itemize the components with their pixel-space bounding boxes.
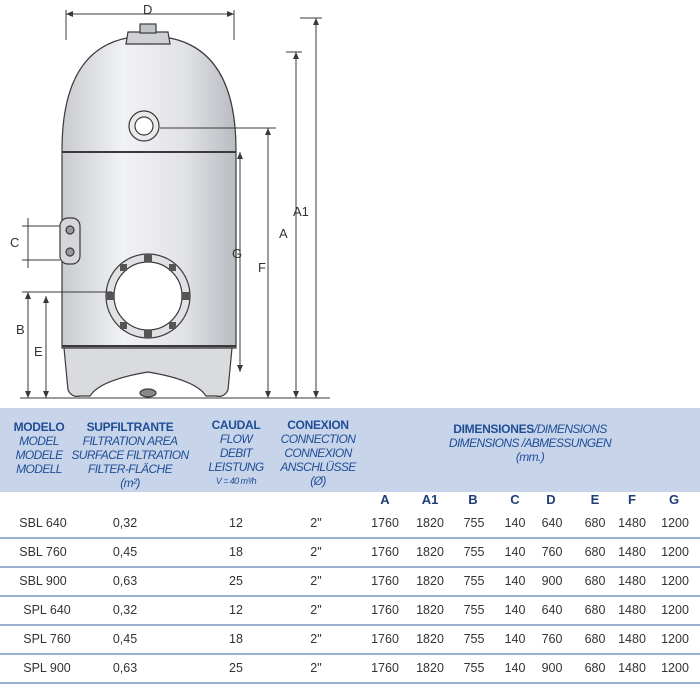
row-dim-d: 760 [541, 545, 563, 559]
row-dim-a: 1760 [371, 516, 399, 530]
row-dim-e: 680 [584, 516, 606, 530]
row-connection: 2" [310, 661, 322, 675]
row-dim-c: 140 [504, 661, 526, 675]
row-dim-f: 1480 [618, 574, 646, 588]
row-connection: 2" [310, 545, 322, 559]
row-area: 0,32 [112, 516, 138, 530]
row-dim-f: 1480 [618, 516, 646, 530]
dim-label-b: B [16, 322, 25, 337]
row-dim-g: 1200 [661, 632, 689, 646]
row-dim-d: 900 [541, 574, 563, 588]
table-row [0, 655, 700, 684]
row-dim-a1: 1820 [416, 632, 444, 646]
row-dim-b: 755 [463, 603, 485, 617]
row-dim-c: 140 [504, 545, 526, 559]
table-row [0, 597, 700, 626]
dim-col-a1: A1 [421, 492, 439, 507]
dim-label-g: G [232, 246, 243, 261]
row-dim-e: 680 [584, 603, 606, 617]
row-dim-f: 1480 [618, 545, 646, 559]
row-model: SPL 760 [23, 632, 71, 646]
header-model: MODELO MODEL MODELE MODELL [13, 420, 65, 476]
row-area: 0,63 [112, 661, 138, 675]
row-dim-a: 1760 [371, 545, 399, 559]
dim-col-c: C [510, 492, 520, 507]
row-dim-a1: 1820 [416, 516, 444, 530]
row-model: SBL 760 [19, 545, 67, 559]
row-dim-d: 640 [541, 516, 563, 530]
header-connection: CONEXION CONNECTION CONNEXION ANSCHLÜSSE (Ø) [280, 418, 356, 488]
row-connection: 2" [310, 603, 322, 617]
row-dim-a: 1760 [371, 661, 399, 675]
dim-label-f: F [258, 260, 266, 275]
row-dim-c: 140 [504, 574, 526, 588]
row-model: SPL 900 [23, 661, 71, 675]
dim-col-a: A [380, 492, 390, 507]
row-dim-f: 1480 [618, 632, 646, 646]
row-flow: 25 [229, 661, 243, 675]
row-dim-g: 1200 [661, 516, 689, 530]
row-dim-a: 1760 [371, 574, 399, 588]
row-connection: 2" [310, 632, 322, 646]
row-dim-d: 640 [541, 603, 563, 617]
header-flow: CAUDAL FLOW DEBIT LEISTUNG V = 40 m³/h [208, 418, 264, 486]
row-model: SBL 640 [19, 516, 67, 530]
dim-label-d: D [143, 2, 153, 17]
row-dim-g: 1200 [661, 661, 689, 675]
dim-col-b: B [468, 492, 478, 507]
row-dim-e: 680 [584, 661, 606, 675]
dim-label-e: E [34, 344, 43, 359]
dim-label-a: A [279, 226, 288, 241]
row-flow: 12 [229, 516, 243, 530]
table-row [0, 626, 700, 655]
row-dim-b: 755 [463, 574, 485, 588]
row-dim-g: 1200 [661, 545, 689, 559]
row-flow: 18 [229, 545, 243, 559]
row-model: SPL 640 [23, 603, 71, 617]
dim-col-g: G [668, 492, 680, 507]
row-model: SBL 900 [19, 574, 67, 588]
row-dim-c: 140 [504, 516, 526, 530]
row-dim-f: 1480 [618, 603, 646, 617]
dim-label-a1: A1 [293, 204, 309, 219]
row-dim-c: 140 [504, 632, 526, 646]
row-connection: 2" [310, 516, 322, 530]
row-flow: 25 [229, 574, 243, 588]
row-dim-a1: 1820 [416, 574, 444, 588]
top-cap [126, 32, 170, 44]
row-connection: 2" [310, 574, 322, 588]
header-dimensions: DIMENSIONES/DIMENSIONS DIMENSIONS /ABMESSUNGEN (mm.) [448, 422, 612, 464]
row-dim-a1: 1820 [416, 545, 444, 559]
row-dim-a: 1760 [371, 603, 399, 617]
row-area: 0,32 [112, 603, 138, 617]
row-dim-e: 680 [584, 632, 606, 646]
row-dim-a1: 1820 [416, 603, 444, 617]
row-dim-c: 140 [504, 603, 526, 617]
row-area: 0,45 [112, 545, 138, 559]
row-dim-g: 1200 [661, 574, 689, 588]
spec-table [0, 408, 700, 700]
row-dim-d: 900 [541, 661, 563, 675]
row-flow: 12 [229, 603, 243, 617]
dim-col-d: D [546, 492, 556, 507]
row-dim-e: 680 [584, 545, 606, 559]
row-dim-a: 1760 [371, 632, 399, 646]
dim-col-f: F [628, 492, 636, 507]
row-dim-d: 760 [541, 632, 563, 646]
table-row [0, 510, 700, 539]
row-dim-b: 755 [463, 661, 485, 675]
table-row [0, 568, 700, 597]
row-flow: 18 [229, 632, 243, 646]
dim-label-c: C [10, 235, 20, 250]
row-area: 0,63 [112, 574, 138, 588]
header-filtration-area: SUPFILTRANTE FILTRATION AREA SURFACE FILTRATION FILTER-FLÄCHE (m²) [71, 420, 189, 490]
row-dim-b: 755 [463, 545, 485, 559]
row-dim-f: 1480 [618, 661, 646, 675]
row-dim-b: 755 [463, 632, 485, 646]
row-dim-g: 1200 [661, 603, 689, 617]
row-dim-e: 680 [584, 574, 606, 588]
row-dim-b: 755 [463, 516, 485, 530]
row-separator [0, 682, 700, 684]
row-dim-a1: 1820 [416, 661, 444, 675]
dim-col-e: E [590, 492, 600, 507]
side-connection [60, 218, 80, 264]
row-area: 0,45 [112, 632, 138, 646]
table-row [0, 539, 700, 568]
